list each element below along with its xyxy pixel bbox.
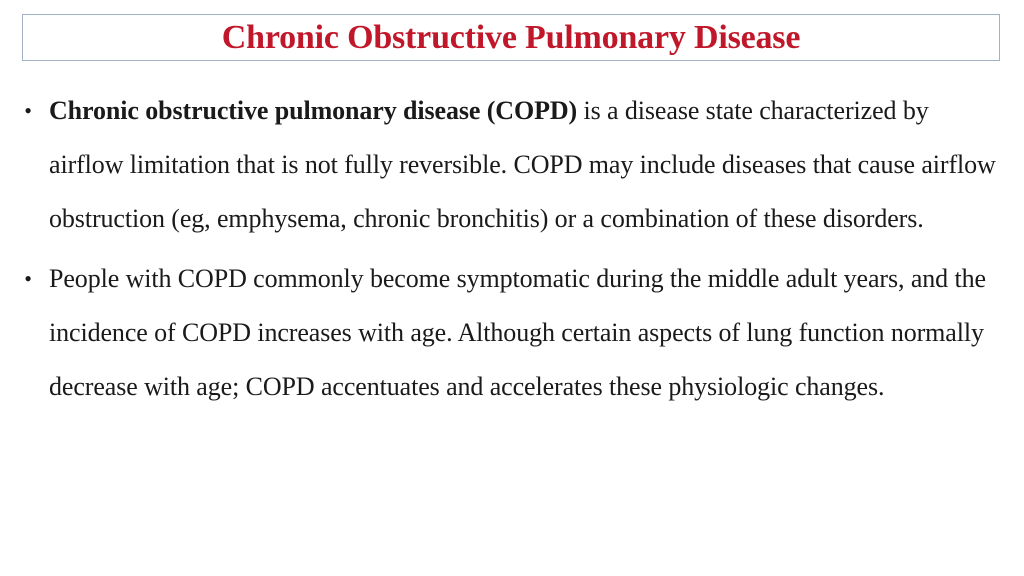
bullet-icon: • xyxy=(24,266,32,291)
bullet-icon: • xyxy=(24,98,32,123)
bullet-term: Chronic obstructive pulmonary disease (COPD) xyxy=(49,96,578,125)
bullet-item xyxy=(18,84,1008,246)
slide-content xyxy=(18,84,1008,414)
title-box xyxy=(22,14,1000,61)
bullet-text: People with COPD commonly become symptomatic during the middle adult years, and the incidence of COPD increases with age. Although certain aspects of lung function normally decrease with age; COPD accentuates and accelerates these physiologic changes. xyxy=(49,264,986,401)
bullet-text: is a disease state characterized by airflow limitation that is not fully reversible. COPD may include diseases that cause airflow obstruction (eg, emphysema, chronic bronchitis) or a combination of these disorders. xyxy=(49,96,996,233)
slide-title: Chronic Obstructive Pulmonary Disease xyxy=(221,18,801,56)
bullet-item xyxy=(18,252,1008,414)
